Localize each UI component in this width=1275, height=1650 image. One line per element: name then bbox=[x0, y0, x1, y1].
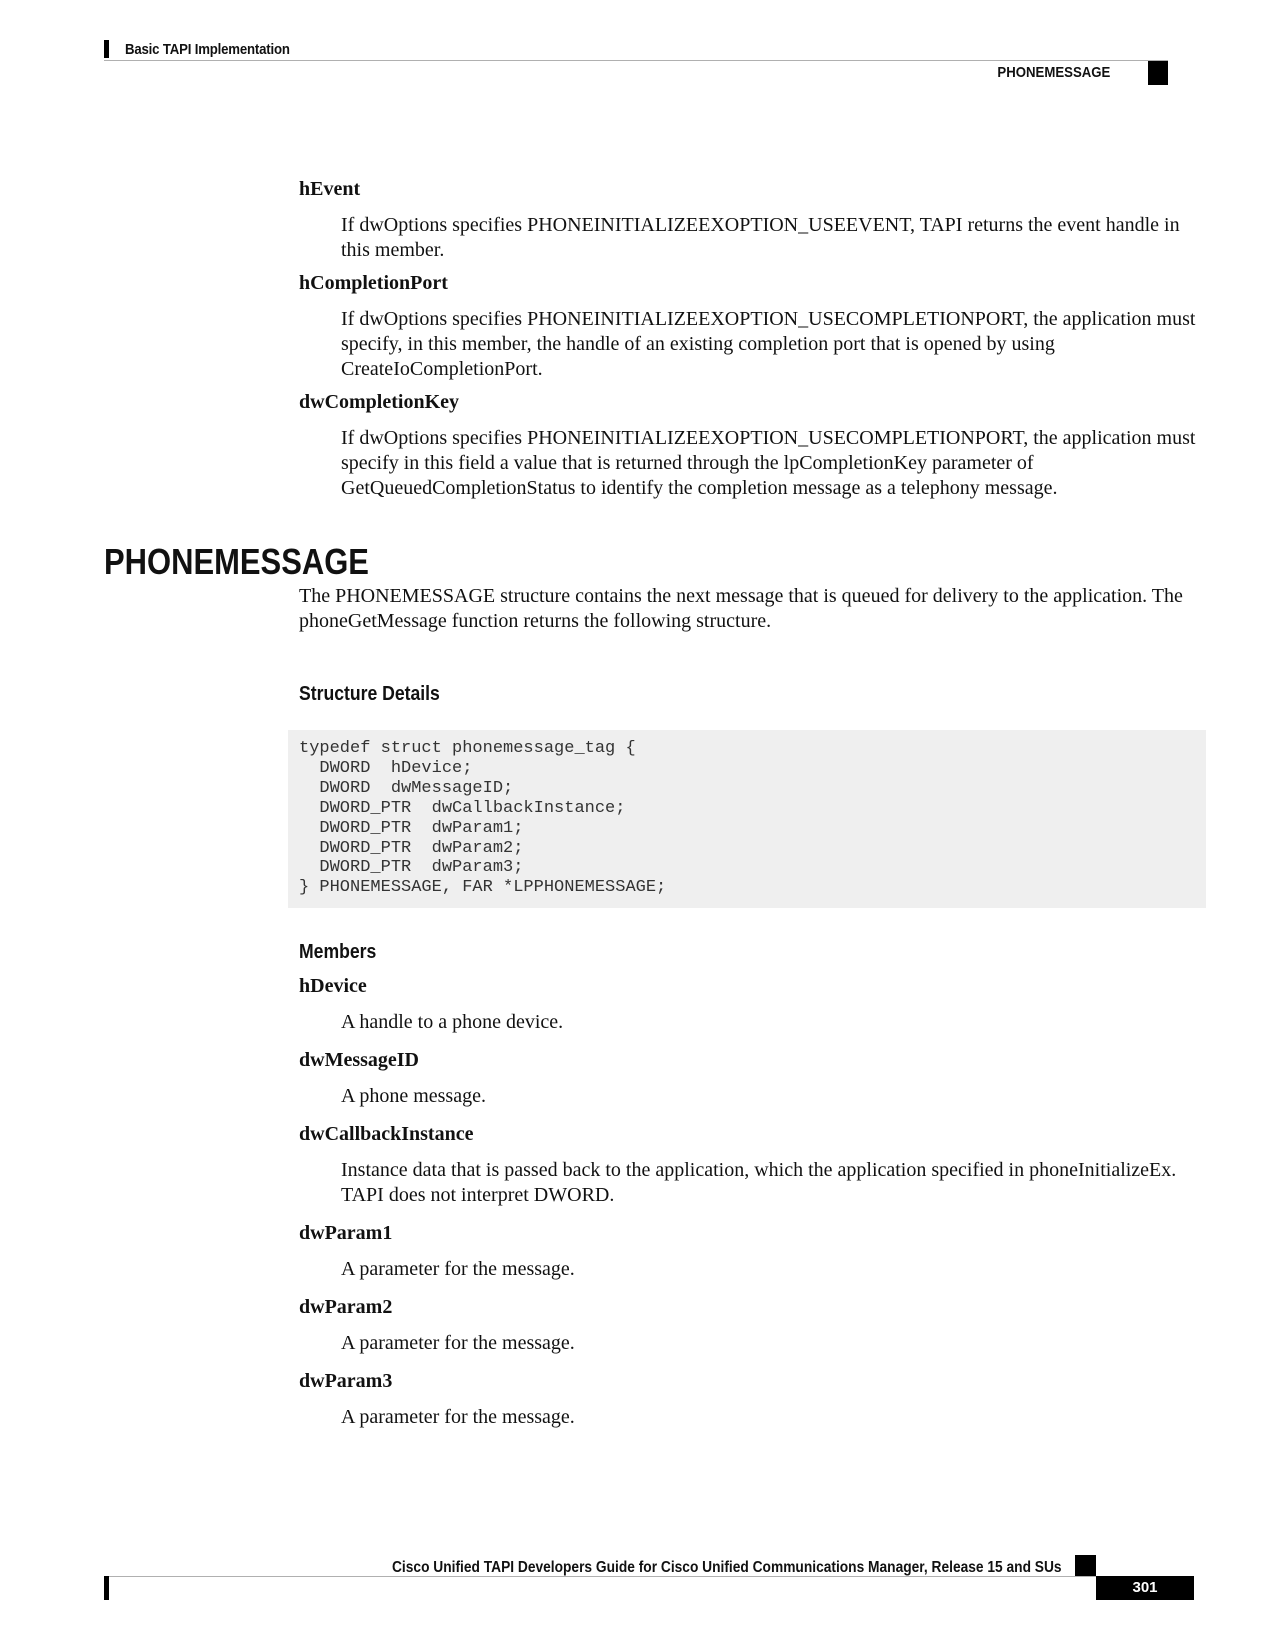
member-term-dwparam3: dwParam3 bbox=[299, 1370, 393, 1392]
member-term-dwmessageid: dwMessageID bbox=[299, 1049, 419, 1071]
page-number: 301 bbox=[1096, 1576, 1194, 1600]
footer-marker bbox=[1075, 1555, 1096, 1576]
member-desc-dwparam1: A parameter for the message. bbox=[341, 1258, 575, 1280]
structure-details-heading: Structure Details bbox=[299, 683, 440, 705]
footer-left-marker bbox=[104, 1576, 109, 1600]
member-term-hdevice: hDevice bbox=[299, 975, 367, 997]
member-desc-dwparam2: A parameter for the message. bbox=[341, 1332, 575, 1354]
member-desc-dwparam3: A parameter for the message. bbox=[341, 1406, 575, 1428]
member-desc-hcompletionport: If dwOptions specifies PHONEINITIALIZEEXOPTION_USECOMPLETIONPORT, the application must specify, in this member, the handle of an existing completion port that is opened by using CreateIoCompletionPort. bbox=[341, 308, 1196, 380]
member-desc-dwmessageid: A phone message. bbox=[341, 1085, 486, 1107]
running-header-chapter: Basic TAPI Implementation bbox=[125, 41, 290, 58]
running-header-section: PHONEMESSAGE bbox=[997, 64, 1110, 81]
member-term-dwparam2: dwParam2 bbox=[299, 1296, 393, 1318]
member-term-dwcallbackinstance: dwCallbackInstance bbox=[299, 1123, 474, 1145]
struct-definition-code: typedef struct phonemessage_tag { DWORD hDevice; DWORD dwMessageID; DWORD_PTR dwCallbackInstance; DWORD_PTR dwParam1; DWORD_PTR dwParam2; DWORD_PTR dwParam3; } PHONEMESSAGE, FAR *LPPHONEMESSAGE; bbox=[299, 739, 667, 898]
member-desc-hevent: If dwOptions specifies PHONEINITIALIZEEXOPTION_USEEVENT, TAPI returns the event handle in this member. bbox=[341, 214, 1180, 261]
header-right-marker bbox=[1148, 61, 1168, 85]
members-heading: Members bbox=[299, 941, 377, 963]
footer-rule bbox=[104, 1576, 1168, 1577]
section-intro: The PHONEMESSAGE structure contains the next message that is queued for delivery to the application. The phoneGetMessage function returns the following structure. bbox=[299, 585, 1183, 632]
member-term-hcompletionport: hCompletionPort bbox=[299, 272, 448, 294]
header-left-marker bbox=[104, 40, 109, 58]
member-term-dwcompletionkey: dwCompletionKey bbox=[299, 391, 459, 413]
member-desc-dwcompletionkey: If dwOptions specifies PHONEINITIALIZEEXOPTION_USECOMPLETIONPORT, the application must specify in this field a value that is returned through the lpCompletionKey parameter of GetQueuedCompletionStatus to identify the completion message as a telephony message. bbox=[341, 427, 1196, 499]
footer-book-title: Cisco Unified TAPI Developers Guide for Cisco Unified Communications Manager, Release 15 and SUs bbox=[392, 1559, 1062, 1576]
member-term-hevent: hEvent bbox=[299, 178, 361, 200]
code-block bbox=[288, 730, 1206, 908]
header-rule bbox=[104, 60, 1168, 61]
member-term-dwparam1: dwParam1 bbox=[299, 1222, 393, 1244]
section-title: PHONEMESSAGE bbox=[104, 541, 369, 582]
member-desc-dwcallbackinstance: Instance data that is passed back to the application, which the application specified in phoneInitializeEx. TAPI does not interpret DWORD. bbox=[341, 1159, 1177, 1206]
member-desc-hdevice: A handle to a phone device. bbox=[341, 1011, 564, 1033]
